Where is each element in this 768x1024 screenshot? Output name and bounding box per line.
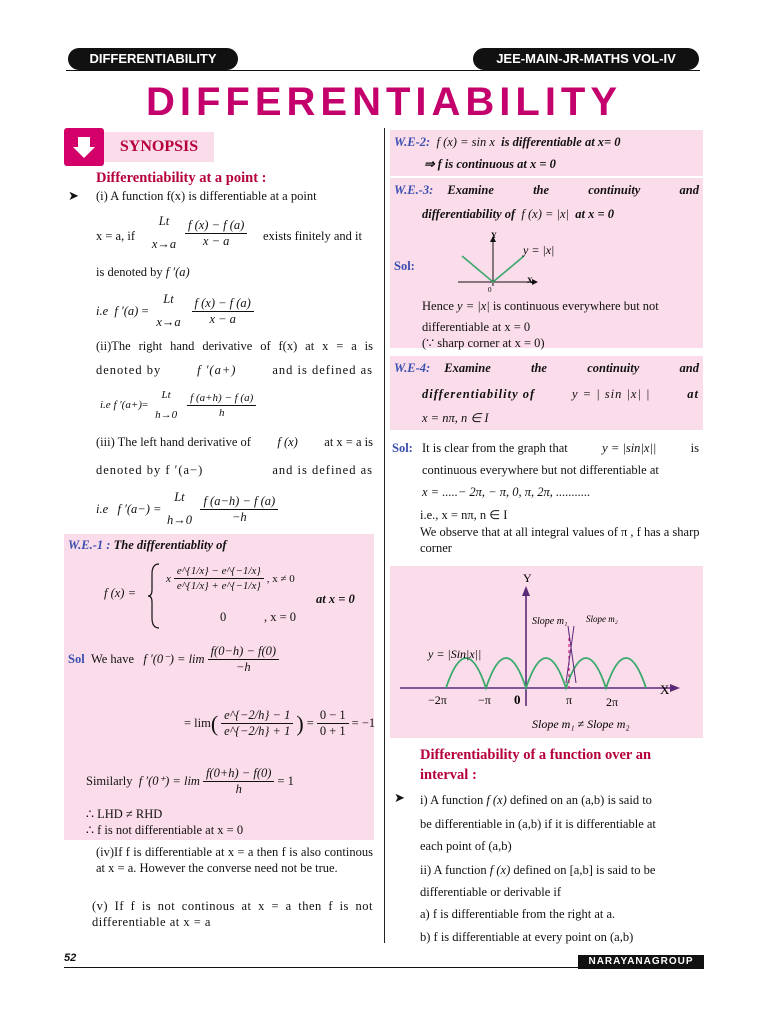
svg-text:X: X — [660, 682, 670, 697]
chapter-pill: DIFFERENTIABILITY — [68, 48, 238, 70]
svg-text:Slope m₂: Slope m₂ — [586, 614, 618, 624]
limit-expression-1: Lt x→a $\frac{f (x) - f (a)}{x - a}$ — [146, 214, 261, 252]
definition-line2-end: exists finitely and it — [263, 229, 362, 243]
bullet-arrow-icon: ➤ — [394, 790, 405, 805]
svg-text:0: 0 — [488, 286, 492, 294]
denoted-by: is denoted by f ′(a) — [96, 265, 190, 279]
svg-text:2π: 2π — [606, 695, 619, 709]
lhd-line2: denoted by f ′(a−) and is defined as — [96, 463, 373, 477]
we1-title: W.E.-1 : The differentiablity of — [68, 538, 227, 552]
svg-text:0: 0 — [514, 692, 521, 707]
sol4-line3: x = .....− 2π, − π, 0, π, 2π, ........... — [422, 485, 591, 499]
svg-text:−2π: −2π — [428, 693, 447, 707]
hence-line2: differentiable at x = 0 — [422, 320, 531, 334]
sol4-line2: continuous everywhere but not differentiable at — [422, 463, 659, 477]
bullet-arrow-icon: ➤ — [68, 188, 79, 203]
rhd-line2: denoted by f ′(a+) and is defined as — [96, 363, 373, 377]
interval-q1-line3: each point of (a,b) — [420, 839, 512, 853]
page-number: 52 — [64, 952, 77, 964]
svg-text:Y: Y — [523, 571, 532, 585]
synopsis-label: SYNOPSIS — [104, 132, 214, 162]
svg-text:X: X — [527, 276, 533, 285]
note-v: (v) If f is not continous at x = a then f is not differentiable at x = a — [92, 899, 373, 929]
note-iv: (iv)If f is differentiable at x = a then f is also continous at x = a. However the converse need not be true. — [96, 845, 373, 875]
we1-sol-line3: Similarly f ′(0⁺) = lim $\frac{f(0+h) - f(0)}{h}$ = 1 — [86, 766, 294, 796]
we3-sol-label: Sol: — [394, 259, 415, 273]
interval-q1-line1: i) A function f (x) defined on an (a,b) is said to — [420, 793, 652, 807]
we1-piecewise: f (x) = x $\frac{e\^{}\{1/x\} - e\^{}\{-1/x\}}{e\^{}\{1/x\} + e\^{}\{-1/x\}}$ , x ≠ 0 0 , x = 0 at x = 0 — [104, 562, 374, 630]
hence-line3: (∵ sharp corner at x = 0) — [422, 336, 545, 350]
we1-therefore2: ∴ f is not differentiable at x = 0 — [86, 823, 244, 837]
we3-line1: W.E.-3: Examine the continuity and — [394, 183, 699, 197]
we4-line3: x = nπ, n ∈ I — [422, 411, 489, 425]
svg-text:Y: Y — [491, 231, 497, 240]
lhd-formula: i.e f ′(a−) = Lt h→0 $\frac{f (a-h) - f (a)}{-h}$ — [96, 490, 281, 528]
svg-text:Slope m₁: Slope m₁ — [532, 616, 568, 627]
sol4-line5: We observe that at all integral values of π , f has a sharp corner — [420, 525, 700, 555]
volume-pill: JEE-MAIN-JR-MATHS VOL-IV — [473, 48, 699, 70]
we1-sol-line2: = lim ( $\frac{e\^{}\{-2/h\} - 1}{e\^{}\{-2/h\} + 1}$ ) = $\frac{0 - 1}{0 + 1}$ = −1 — [184, 708, 376, 738]
svg-text:Slope m₁ ≠ Slope m₂: Slope m₁ ≠ Slope m₂ — [532, 717, 630, 731]
lhd-line1: (iii) The left hand derivative of f (x) at x = a is — [96, 435, 373, 449]
definition-line1: (i) A function f(x) is differentiable at a point — [96, 189, 317, 203]
interval-q2-line4: b) f is differentiable at every point on (a,b) — [420, 930, 634, 944]
we3-line2: differentiability of f (x) = |x| at x = 0 — [422, 207, 614, 221]
we1-sol-line1: Sol We have f ′(0⁻) = lim $\frac{f(0-h) - f(0)}{-h}$ — [68, 644, 282, 675]
rhd-formula: i.e f ′(a+) = Lt h→0 $\frac{f (a+h) - f (a)}{h}$ — [100, 388, 259, 422]
down-arrow-icon — [64, 128, 104, 166]
heading-differentiability-point: Differentiability at a point : — [96, 170, 267, 186]
we2-line1: W.E-2: f (x) = sin x is differentiable at x= 0 — [394, 135, 621, 149]
page-title: DIFFERENTIABILITY — [145, 80, 623, 124]
sol4-line1: It is clear from the graph that y = |sin|x|| is — [422, 441, 699, 455]
we2-line2: ⇒ f is continuous at x = 0 — [424, 157, 556, 171]
hence-line1: Hence y = |x| is continuous everywhere but not — [422, 299, 659, 313]
interval-q1-line2: be differentiable in (a,b) if it is differentiable at — [420, 817, 656, 831]
svg-text:y = |Sin|x||: y = |Sin|x|| — [428, 647, 482, 661]
synopsis-banner — [64, 128, 214, 166]
svg-text:−π: −π — [478, 693, 491, 707]
interval-q2-line1: ii) A function f (x) defined on [a,b] is said to be — [420, 863, 656, 877]
interval-q2-line2: differentiable or derivable if — [420, 885, 562, 899]
sol4-line4: i.e., x = nπ, n ∈ I — [420, 508, 508, 522]
column-divider — [384, 128, 385, 943]
brand-label: NARAYANAGROUP — [578, 955, 704, 969]
heading-interval: Differentiability of a function over an interval : — [420, 747, 652, 783]
derivative-formula: i.e f ′(a) = Lt x→a $\frac{f (x) - f (a)}{x - a}$ — [96, 292, 257, 330]
we1-therefore1: ∴ LHD ≠ RHD — [86, 807, 163, 821]
svg-text:π: π — [566, 693, 573, 707]
abs-x-graph — [448, 230, 588, 294]
we4-line2: differentiability of y = | sin |x| | at — [422, 387, 699, 401]
definition-line2-start: x = a, if — [96, 229, 135, 243]
sin-abs-graph — [390, 566, 703, 738]
svg-text:y = |x|: y = |x| — [523, 243, 555, 257]
rhd-line1: (ii)The right hand derivative of f(x) at x = a is — [96, 339, 373, 353]
interval-q2-line3: a) f is differentiable from the right at a. — [420, 907, 616, 921]
header-rule — [66, 70, 700, 71]
we4-line1: W.E-4: Examine the continuity and — [394, 361, 699, 375]
we4-sol-label: Sol: — [392, 441, 413, 455]
